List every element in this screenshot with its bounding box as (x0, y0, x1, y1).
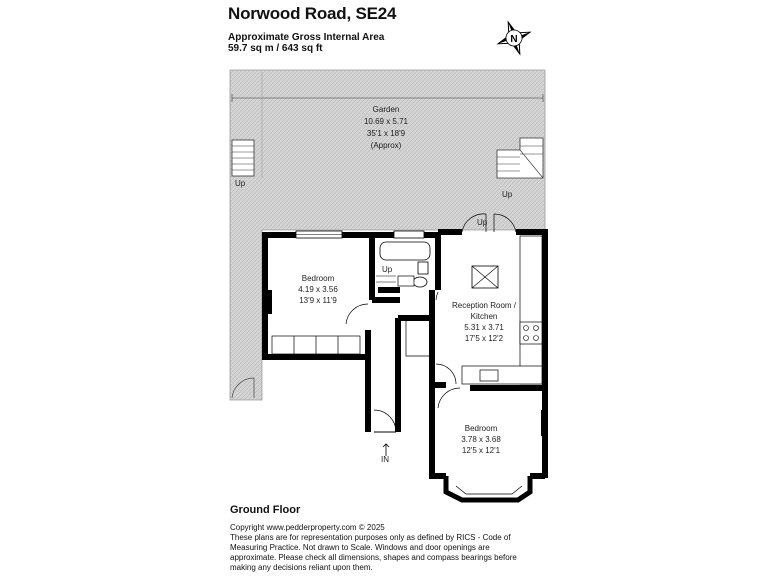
entrance-label: IN (381, 455, 389, 464)
disclaimer-text: These plans are for representation purposes only as defined by RICS - Code of Measuring Practice. Not drawn to Scale. Windows and door openings are approximate. Please check all dimensions, shapes and compass bearings before making any decisions reliant upon them. (230, 533, 517, 572)
compass-letter: N (510, 34, 518, 45)
garden-note: (Approx) (370, 141, 402, 150)
reception-imperial: 17'5 x 12'2 (464, 334, 504, 343)
plan-title: Norwood Road, SE24 (228, 4, 397, 23)
bedroom2-metric: 3.78 x 3.68 (461, 435, 501, 444)
garden-name: Garden (372, 105, 400, 114)
bedroom1-label (298, 274, 338, 305)
floor-label: Ground Floor (230, 504, 301, 516)
garden-metric: 10.69 x 5.71 (363, 117, 409, 126)
area-value: 59.7 sq m / 643 sq ft (228, 43, 323, 54)
copyright-text: Copyright www.pedderproperty.com © 2025 (230, 523, 385, 532)
bedroom2-imperial: 12'5 x 12'1 (461, 446, 501, 455)
bedroom1-imperial: 13'9 x 11'9 (299, 296, 337, 305)
reception-name: Reception Room / (451, 301, 517, 310)
bedroom2-label (461, 424, 501, 455)
door-up-label: Up (477, 218, 488, 227)
bedroom1-name: Bedroom (301, 274, 335, 283)
hall-up-label: Up (382, 265, 393, 274)
bedroom2-name: Bedroom (464, 424, 498, 433)
area-label: Approximate Gross Internal Area (228, 32, 385, 43)
garden-stairs-left (232, 140, 254, 176)
garden-imperial: 35'1 x 18'9 (366, 129, 406, 138)
stairs-up-left-label: Up (235, 179, 246, 188)
reception-metric: 5.31 x 3.71 (464, 323, 504, 332)
bedroom1-metric: 4.19 x 3.56 (298, 285, 338, 294)
reception-name2: Kitchen (470, 312, 498, 321)
stairs-up-right-label: Up (502, 190, 513, 199)
